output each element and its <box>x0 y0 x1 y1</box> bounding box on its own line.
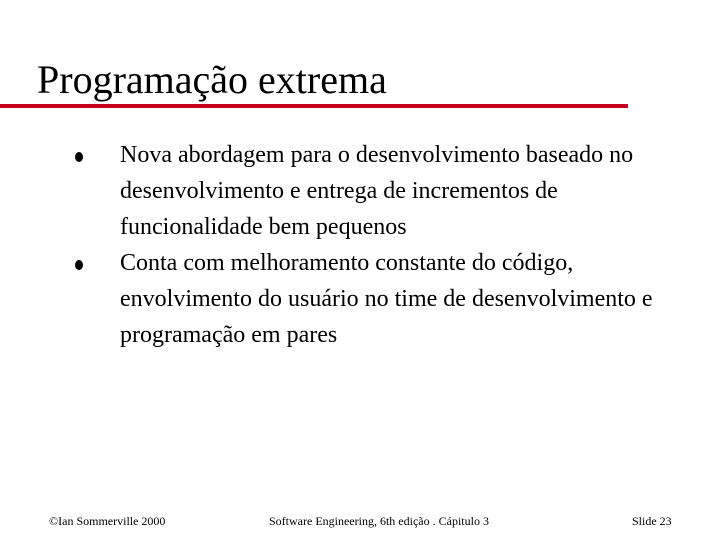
bullet-text: Nova abordagem para o desenvolvimento baseado no desenvolvimento e entrega de incrementos de funcionalidade bem pequenos <box>120 142 634 240</box>
bullet-icon <box>75 260 83 270</box>
footer-copyright: ©Ian Sommerville 2000 <box>49 514 166 528</box>
slide-title: Programação extrema <box>37 57 387 102</box>
bullet-item <box>0 137 695 245</box>
bullet-item <box>0 245 695 353</box>
bullet-list <box>0 137 717 353</box>
footer-slide-number: Slide 23 <box>632 514 672 528</box>
bullet-text: Conta com melhoramento constante do código, envolvimento do usuário no time de desenvolvimento e programação em pares <box>120 250 653 348</box>
title-underline-divider <box>0 104 628 108</box>
footer-book-title: Software Engineering, 6th edição . Cápitulo 3 <box>269 514 489 528</box>
bullet-icon <box>75 152 83 162</box>
